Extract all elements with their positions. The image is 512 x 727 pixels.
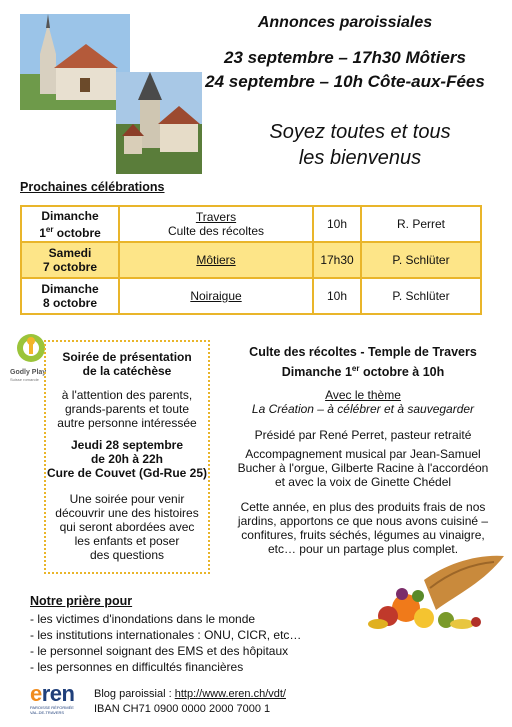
catechesis-intro: à l'attention des parents, grands-parents et toute autre personne intéressée (57, 388, 197, 430)
place-link[interactable]: Travers (195, 210, 237, 224)
celebration-officiant-cell: P. Schlüter (361, 242, 481, 278)
godly-play-logo-text: Godly Play (10, 369, 47, 376)
celebration-place-cell (119, 206, 313, 242)
celebration-hour-cell: 17h30 (313, 242, 361, 278)
harvest-theme: La Création – à célébrer et à sauvegarder (251, 402, 475, 416)
prayer-item: - le personnel soignant des EMS et des hôpitaux (30, 644, 289, 658)
harvest-title: Culte des récoltes - Temple de Travers (249, 345, 477, 359)
godly-play-logo-subtext: Suisse romande (10, 377, 39, 382)
church-photos-illustration (20, 14, 202, 174)
harvest-date: Dimanche 1er octobre à 10h (281, 364, 445, 380)
catechesis-description: Une soirée pour venir découvrir une des histoires qui seront abordées avec les enfants et poser des questions (55, 492, 199, 562)
celebration-date-cell: Dimanche 1er octobre (21, 206, 119, 242)
table-row (21, 242, 481, 278)
prayer-item: - les victimes d'inondations dans le monde (30, 612, 256, 626)
prayer-title: Notre prière pour (30, 594, 133, 608)
iban-line: IBAN CH71 0900 0000 2000 7000 1 (94, 703, 271, 715)
eren-logo: eren PAROISSE RÉFORMÉE VAL-DE-TRAVERS (30, 683, 90, 715)
eren-logo-wordmark: eren (30, 681, 75, 706)
godly-play-logo (14, 332, 48, 368)
celebration-officiant-cell: P. Schlüter (361, 278, 481, 314)
announcement-line-1: 23 septembre – 17h30 Môtiers (224, 48, 466, 67)
celebration-hour-cell: 10h (313, 278, 361, 314)
celebration-date-cell: Dimanche 8 octobre (21, 278, 119, 314)
catechesis-when-where: Jeudi 28 septembre de 20h à 22h Cure de Couvet (Gd-Rue 25) (46, 438, 208, 480)
blog-line: Blog paroissial : http://www.eren.ch/vdt/ (94, 688, 286, 700)
harvest-music: Accompagnement musical par Jean-Samuel Bucher à l'orgue, Gilberte Racine à l'accordéon et avec la voix de Ginette Chédel (237, 447, 489, 489)
celebrations-table (20, 205, 482, 315)
prayer-item: - les personnes en difficultés financières (30, 660, 244, 674)
catechesis-box (44, 340, 210, 574)
catechesis-title: Soirée de présentation de la catéchèse (62, 350, 192, 378)
celebration-note: Culte des récoltes (167, 224, 265, 238)
celebration-officiant-cell: R. Perret (361, 206, 481, 242)
harvest-theme-label: Avec le thème (325, 388, 401, 402)
table-row (21, 278, 481, 314)
celebration-place-cell (119, 242, 313, 278)
welcome-line-1: Soyez toutes et tous (269, 121, 451, 143)
table-row (21, 206, 481, 242)
place-link[interactable]: Noiraigue (190, 289, 242, 303)
page-title: Annonces paroissiales (257, 14, 433, 31)
celebration-place-cell (119, 278, 313, 314)
cornucopia-illustration (366, 550, 506, 632)
harvest-bring: Cette année, en plus des produits frais de nos jardins, apportons ce que nous avons cuisiné – confitures, fruits séchés, légumes au vinaigre, etc… pour un partage plus complet. (237, 500, 489, 556)
place-link[interactable]: Môtiers (196, 253, 236, 267)
celebrations-title: Prochaines célébrations (20, 180, 165, 194)
blog-link[interactable]: http://www.eren.ch/vdt/ (174, 688, 286, 700)
harvest-presided: Présidé par René Perret, pasteur retraité (254, 428, 472, 442)
celebration-date-cell: Samedi 7 octobre (21, 242, 119, 278)
announcement-line-2: 24 septembre – 10h Côte-aux-Fées (205, 72, 485, 91)
prayer-item: - les institutions internationales : ONU, CICR, etc… (30, 628, 302, 642)
celebration-hour-cell: 10h (313, 206, 361, 242)
welcome-line-2: les bienvenus (298, 147, 422, 169)
